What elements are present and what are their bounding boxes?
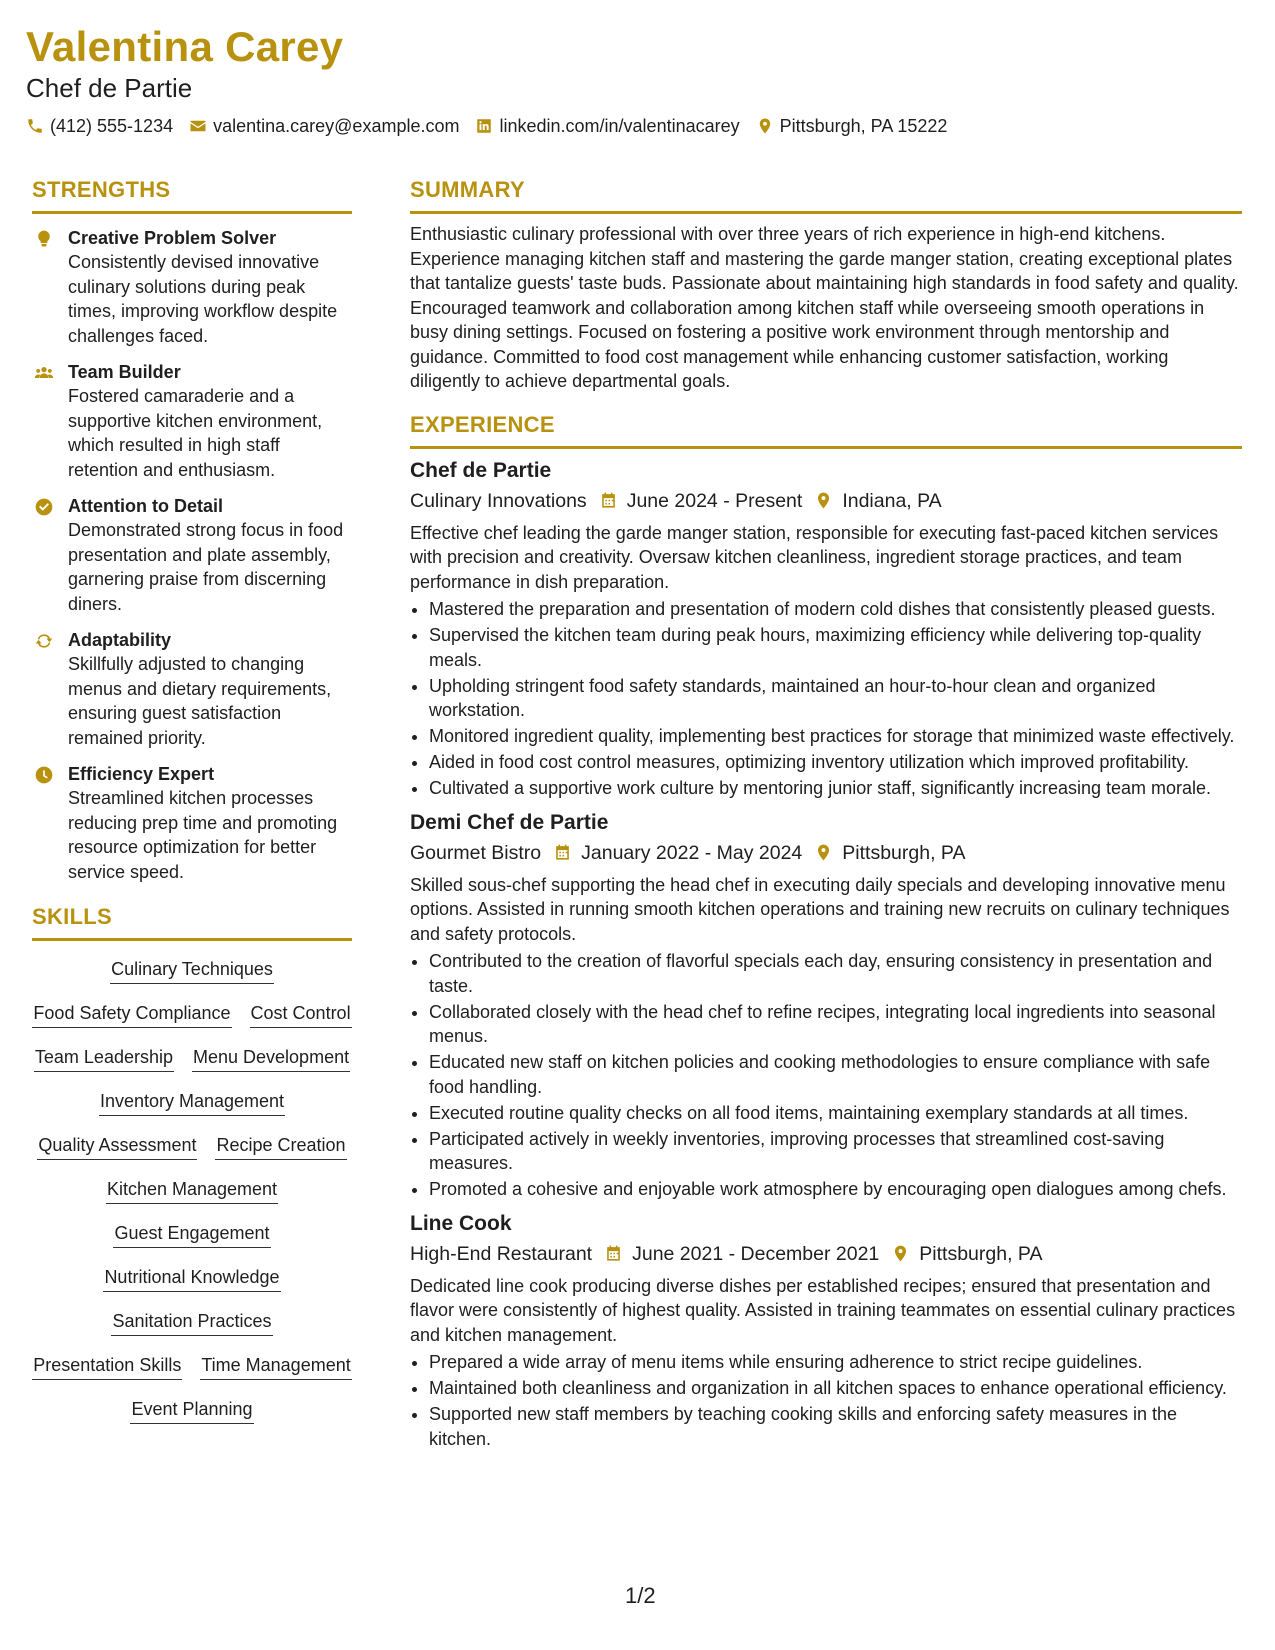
bullet-item: • Supervised the kitchen team during peak hours, maximizing efficiency while delivering top-quality meals. [429, 623, 1242, 672]
summary-heading: SUMMARY [410, 175, 1242, 214]
refresh-icon [34, 631, 54, 651]
skills-heading: SKILLS [32, 902, 352, 941]
skill-tag: Culinary Techniques [110, 957, 274, 984]
job-dates: June 2021 - December 2021 [632, 1242, 880, 1265]
phone-icon [26, 117, 44, 135]
strengths-list [32, 222, 352, 884]
job-bullets [410, 597, 1242, 801]
bullet-item: • Maintained both cleanliness and organization in all kitchen spaces to enhance operational efficiency. [429, 1376, 1242, 1401]
strengths-heading: STRENGTHS [32, 175, 352, 214]
map-pin-icon [756, 117, 774, 135]
skill-tag: Sanitation Practices [111, 1309, 272, 1336]
bullet-item: • Prepared a wide array of menu items while ensuring adherence to strict recipe guidelines. [429, 1350, 1242, 1375]
job-location: Indiana, PA [842, 489, 942, 512]
map-pin-icon [891, 1244, 910, 1263]
experience-heading: EXPERIENCE [410, 410, 1242, 449]
strength-title: Efficiency Expert [68, 764, 215, 784]
contact-linkedin[interactable] [475, 114, 739, 138]
skill-tag: Cost Control [250, 1001, 352, 1028]
skill-tag: Presentation Skills [32, 1353, 182, 1380]
skill-tag: Nutritional Knowledge [103, 1265, 280, 1292]
bullet-item: • Contributed to the creation of flavorful specials each day, ensuring consistency in presentation and taste. [429, 949, 1242, 998]
skill-tag: Guest Engagement [113, 1221, 270, 1248]
summary-text: Enthusiastic culinary professional with over three years of rich experience in high-end kitchens. Experience managing kitchen staff and mastering the garde manger station, creating exceptional plates that tantalize guests' taste buds. Passionate about maintaining high standards in food safety and quality. Encouraged teamwork and collaboration among kitchen staff while overseeing smooth operations in busy dining settings. Focused on fostering a positive work environment through mentorship and guidance. Committed to food cost management while enhancing customer satisfaction, working diligently to achieve departmental goals. [410, 224, 1239, 391]
job-company: High-End Restaurant [410, 1242, 593, 1265]
strength-title: Creative Problem Solver [68, 228, 277, 248]
skill-tag: Quality Assessment [37, 1133, 197, 1160]
bullet-item: • Upholding stringent food safety standards, maintained an hour-to-hour clean and organized workstation. [429, 674, 1242, 723]
strength-desc: Streamlined kitchen processes reducing prep time and promoting resource optimization for better service speed. [68, 788, 338, 882]
strength-title: Attention to Detail [68, 496, 223, 516]
calendar-icon [553, 843, 572, 862]
contact-email[interactable] [189, 114, 459, 138]
bullet-item: • Monitored ingredient quality, implementing best practices for storage that minimized waste effectively. [429, 724, 1242, 749]
linkedin-icon [475, 117, 493, 135]
job-title: Line Cook [410, 1211, 512, 1235]
strength-title: Team Builder [68, 362, 181, 382]
strength-desc: Skillfully adjusted to changing menus and dietary requirements, ensuring guest satisfaction remained priority. [68, 654, 332, 748]
email-text[interactable]: valentina.carey@example.com [213, 116, 460, 136]
skill-tag: Inventory Management [99, 1089, 285, 1116]
job-company: Gourmet Bistro [410, 841, 542, 864]
strength-desc: Demonstrated strong focus in food presentation and plate assembly, garnering praise from discerning diners. [68, 520, 344, 614]
job-location: Pittsburgh, PA [919, 1242, 1043, 1265]
page-number: 1/2 [625, 1583, 656, 1608]
bullet-item: • Participated actively in weekly inventories, improving processes that streamlined cost-saving measures. [429, 1127, 1242, 1176]
envelope-icon [189, 117, 207, 135]
left-column [32, 175, 352, 1424]
job-meta [410, 487, 1242, 515]
strength-title: Adaptability [68, 630, 172, 650]
bullet-item: • Aided in food cost control measures, optimizing inventory utilization which improved profitability. [429, 750, 1242, 775]
bullet-item: • Promoted a cohesive and enjoyable work atmosphere by encouraging open dialogues among chefs. [429, 1177, 1242, 1202]
job-entry [410, 809, 1242, 1202]
right-column [410, 175, 1242, 1453]
job-bullets [410, 949, 1242, 1202]
bullet-item: • Mastered the preparation and presentation of modern cold dishes that consistently pleased guests. [429, 597, 1242, 622]
calendar-icon [599, 491, 618, 510]
skill-tag: Team Leadership [34, 1045, 174, 1072]
resume-header [26, 20, 1246, 138]
strength-desc: Fostered camaraderie and a supportive kitchen environment, which resulted in high staff retention and enthusiasm. [68, 386, 323, 480]
bullet-item: • Supported new staff members by teaching cooking skills and enforcing safety measures in the kitchen. [429, 1402, 1242, 1451]
map-pin-icon [814, 491, 833, 510]
job-meta [410, 839, 1242, 867]
candidate-name: Valentina Carey [26, 23, 344, 70]
job-location: Pittsburgh, PA [842, 841, 966, 864]
job-entry [410, 1210, 1242, 1452]
map-pin-icon [814, 843, 833, 862]
strength-item [32, 628, 352, 750]
job-bullets [410, 1350, 1242, 1451]
job-company: Culinary Innovations [410, 489, 587, 512]
skill-tag: Kitchen Management [106, 1177, 278, 1204]
skill-tag: Food Safety Compliance [32, 1001, 231, 1028]
strength-item [32, 226, 352, 348]
job-title: Demi Chef de Partie [410, 810, 609, 834]
contact-phone [26, 114, 173, 138]
lightbulb-icon [34, 229, 54, 249]
contact-bar [26, 114, 1246, 138]
strength-item [32, 494, 352, 616]
job-description: Effective chef leading the garde manger station, responsible for executing fast-paced kitchen services with precision and creativity. Oversaw kitchen cleanliness, ingredient storage practices, and team performance in dish preparation. [410, 522, 1219, 592]
job-entry [410, 457, 1242, 801]
candidate-title: Chef de Partie [26, 73, 193, 103]
skill-tag: Menu Development [192, 1045, 350, 1072]
bullet-item: • Executed routine quality checks on all food items, maintaining exemplary standards at all times. [429, 1101, 1242, 1126]
clock-icon [34, 765, 54, 785]
job-title: Chef de Partie [410, 458, 552, 482]
calendar-icon [604, 1244, 623, 1263]
skill-tag: Event Planning [130, 1397, 253, 1424]
job-description: Skilled sous-chef supporting the head chef in executing daily specials and developing innovative menu options. Assisted in running smooth kitchen operations and training new recruits on culinary techniques and safety protocols. [410, 874, 1230, 944]
bullet-item: • Educated new staff on kitchen policies and cooking methodologies to ensure compliance with safe food handling. [429, 1050, 1242, 1099]
location-text: Pittsburgh, PA 15222 [779, 116, 948, 136]
skills-list [32, 949, 352, 1424]
users-icon [34, 363, 54, 383]
skill-tag: Recipe Creation [215, 1133, 346, 1160]
phone-text: (412) 555-1234 [50, 116, 174, 136]
skill-tag: Time Management [200, 1353, 351, 1380]
bullet-item: • Cultivated a supportive work culture by mentoring junior staff, significantly increasing team morale. [429, 776, 1242, 801]
job-dates: January 2022 - May 2024 [581, 841, 803, 864]
job-description: Dedicated line cook producing diverse dishes per established recipes; ensured that presentation and flavor were consistently of highest quality. Assisted in training teammates on essential culinary practices and kitchen management. [410, 1275, 1236, 1345]
bullet-item: • Collaborated closely with the head chef to refine recipes, integrating local ingredients into seasonal menus. [429, 1000, 1242, 1049]
contact-location [756, 114, 948, 138]
job-dates: June 2024 - Present [626, 489, 803, 512]
strength-item [32, 360, 352, 482]
check-circle-icon [34, 497, 54, 517]
job-meta [410, 1240, 1242, 1268]
linkedin-text[interactable]: linkedin.com/in/valentinacarey [499, 116, 740, 136]
strength-item [32, 762, 352, 884]
strength-desc: Consistently devised innovative culinary solutions during peak times, improving workflow despite challenges faced. [68, 252, 338, 346]
